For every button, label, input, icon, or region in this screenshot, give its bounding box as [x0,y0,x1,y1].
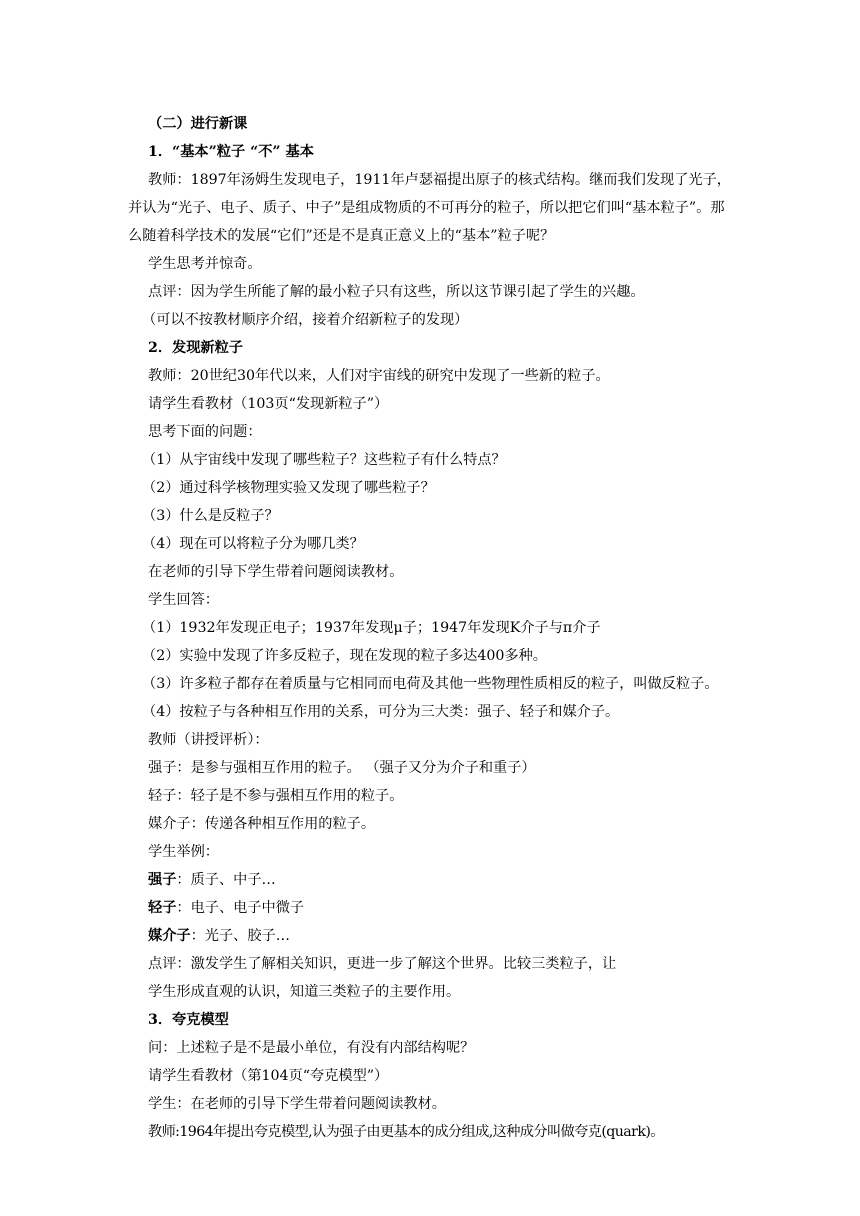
paragraph-teacher-lecture: 教师（讲授评析）： [148,732,269,748]
paragraph-comment-2a: 点评：激发学生了解相关知识，更进一步了解这个世界。比较三类粒子，让 [148,956,617,972]
paragraph-student-reading: 学生：在老师的引导下学生带着问题阅读教材。 [148,1096,446,1112]
example-hadron-text: ：质子、中子… [176,872,276,888]
answer-4: （4）按粒子与各种相互作用的关系，可分为三大类：强子、轻子和媒介子。 [142,704,620,720]
example-hadron-label: 强子 [148,872,177,888]
paragraph-read-textbook-104: 请学生看教材（第104页“夸克模型”） [148,1068,389,1084]
paragraph-comment-2b: 学生形成直观的认识，知道三类粒子的主要作用。 [148,984,461,1000]
paragraph-student-reaction: 学生思考并惊奇。 [148,256,262,272]
definition-lepton: 轻子：轻子是不参与强相互作用的粒子。 [148,788,404,804]
section-heading: （二）进行新课 [148,116,248,132]
example-lepton-label: 轻子 [148,900,177,916]
heading-basic-particles: 1．“基本”粒子 “不” 基本 [148,144,314,160]
example-hadron [128,866,738,894]
paragraph-student-answer: 学生回答： [148,592,219,608]
example-mediator-label: 媒介子 [148,928,191,944]
definition-hadron: 强子：是参与强相互作用的粒子。 （强子又分为介子和重子） [148,760,536,776]
paragraph-teacher-cosmic: 教师：20世纪30年代以来，人们对宇宙线的研究中发现了一些新的粒子。 [148,368,610,384]
paragraph-think-questions: 思考下面的问题： [148,424,262,440]
paragraph-teacher-quark: 教师:1964年提出夸克模型,认为强子由更基本的成分组成,这种成分叫做夸克(quark)。 [148,1124,664,1140]
heading-quark-model: 3．夸克模型 [148,1012,229,1028]
paragraph-comment-1: 点评：因为学生所能了解的最小粒子只有这些，所以这节课引起了学生的兴趣。 [148,284,645,300]
heading-new-particles: 2．发现新粒子 [148,340,243,356]
answer-3: （3）许多粒子都存在着质量与它相同而电荷及其他一些物理性质相反的粒子，叫做反粒子。 [142,676,719,692]
paragraph-student-examples: 学生举例： [148,844,219,860]
example-mediator [128,922,738,950]
document-body [128,110,738,1146]
question-3: （3）什么是反粒子？ [142,508,279,524]
example-mediator-text: ：光子、胶子… [190,928,290,944]
definition-mediator: 媒介子：传递各种相互作用的粒子。 [148,816,376,832]
question-1: （1）从宇宙线中发现了哪些粒子？这些粒子有什么特点？ [142,452,506,468]
paragraph-read-textbook-103: 请学生看教材（103页“发现新粒子”） [148,396,389,412]
example-lepton [128,894,738,922]
paragraph-question-structure: 问：上述粒子是不是最小单位，有没有内部结构呢？ [148,1040,475,1056]
paragraph-teacher-intro: 教师：1897年汤姆生发现电子，1911年卢瑟福提出原子的核式结构。继而我们发现了光子，并认为“光子、电子、质子、中子”是组成物质的不可再分的粒子，所以把它们叫“基本粒子”。那么随着科学技术的发展“它们”还是不是真正意义上的“基本”粒子呢？ [128,172,731,244]
question-4: （4）现在可以将粒子分为哪几类？ [142,536,364,552]
question-2: （2）通过科学核物理实验又发现了哪些粒子？ [142,480,435,496]
paragraph-guided-reading: 在老师的引导下学生带着问题阅读教材。 [148,564,404,580]
example-lepton-text: ：电子、电子中微子 [176,900,305,916]
paragraph-note: （可以不按教材顺序介绍，接着介绍新粒子的发现） [142,312,469,328]
answer-1: （1）1932年发现正电子；1937年发现μ子；1947年发现K介子与π介子 [142,620,601,636]
answer-2: （2）实验中发现了许多反粒子，现在发现的粒子多达400多种。 [142,648,547,664]
